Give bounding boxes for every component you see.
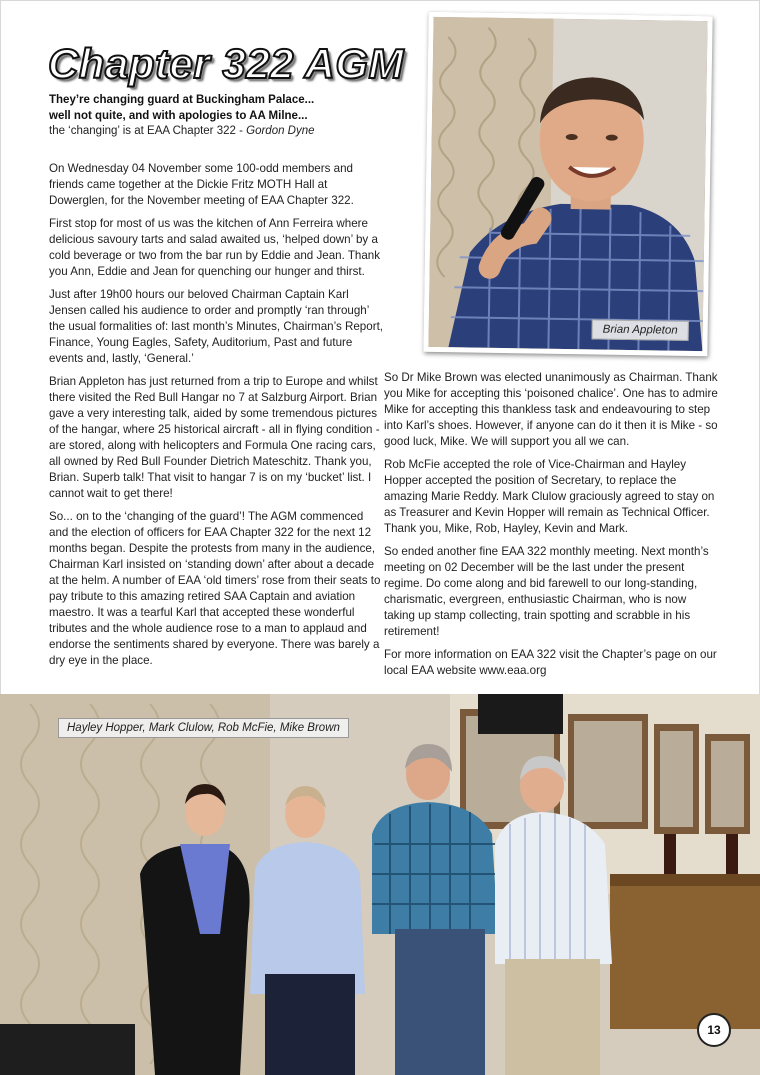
intro-line-2: well not quite, and with apologies to AA Milne... (49, 109, 308, 122)
committee-photo (0, 694, 760, 1075)
paragraph: Brian Appleton has just returned from a trip to Europe and whilst there visited the Red Bull Hangar no 7 at Salzburg Airport. Brian gave a very interesting talk, aided by some tremendous pictures of the hangar, where 25 historical aircraft - all in flying condition - are stored, along with helicopters and Formula One racing cars, all owned by Red Bull Founder Dietrich Mateschitz. Thank you, Brian. Superb talk! That visit to hangar 7 is on my ‘bucket’ list. I cannot wait to get there! (49, 375, 380, 500)
paragraph: So ended another fine EAA 322 monthly meeting. Next month’s meeting on 02 December will be the last under the present regime. Do come along and bid farewell to our long-standing, charismatic, evergreen, enthusiastic Chairman, who is now taking up stamp collecting, train spotting and scrabble in his retirement! (384, 545, 709, 638)
paragraph: So... on to the ‘changing of the guard’! The AGM commenced and the election of officers for EAA Chapter 322 for the next 12 months began. Despite the protests from many in the audience, Chairman Karl insisted on ‘standing down’ after about a decade at the helm. A number of EAA ‘old timers’ rose from their seats to pay tribute to this amazing retired SAA Captain and aviation maestro. It was a tearful Karl that accepted these wonderful tributes and the whole audience rose to a man to applaud and endorse the sentiments shared by everyone. There was barely a dry eye in the place. (49, 510, 381, 667)
page-number: 13 (697, 1013, 731, 1047)
article-column-left (49, 161, 385, 676)
article-intro (49, 93, 389, 140)
speaker-photo-image (428, 17, 707, 351)
speaker-photo (423, 12, 712, 356)
paragraph: First stop for most of us was the kitchen of Ann Ferreira where delicious savoury tarts and salad awaited us, ‘helped down’ by a cold beverage or two from the bar run by Eddie and Jean. Thank you Ann, Eddie and Jean for quenching our hunger and thirst. (49, 217, 381, 278)
paragraph: Rob McFie accepted the role of Vice-Chairman and Hayley Hopper accepted the position of Secretary, to replace the amazing Marie Reddy. Mark Clulow graciously agreed to stay on as Treasurer and Kevin Hopper will remain as Technical Officer. Thank you, Mike, Rob, Hayley, Kevin and Mark. (384, 458, 715, 535)
committee-photo-caption: Hayley Hopper, Mark Clulow, Rob McFie, Mike Brown (58, 718, 349, 738)
author-name: Gordon Dyne (246, 125, 315, 137)
paragraph: So Dr Mike Brown was elected unanimously as Chairman. Thank you Mike for accepting this ‘poisoned chalice’. One has to admire Mike for accepting this thankless task and endeavouring to step into Karl’s shoes. However, if anyone can do it then it is Mike - so good luck, Mike. We will support you all we can. (384, 371, 718, 448)
paragraph: On Wednesday 04 November some 100-odd members and friends came together at the Dickie Fritz MOTH Hall at Dowerglen, for the November meeting of EAA Chapter 322. (49, 162, 354, 207)
paragraph: Just after 19h00 hours our beloved Chairman Captain Karl Jensen called his audience to order and promptly ‘ran through’ the usual formalities of: last month’s Minutes, Chairman’s Report, Finance, Young Eagles, Safety, Auditorium, Past and future events and, lastly, ‘General.’ (49, 288, 384, 365)
intro-byline (49, 125, 315, 137)
article-column-right (384, 370, 719, 686)
speaker-photo-caption: Brian Appleton (592, 319, 689, 341)
intro-byline-prefix: the ‘changing’ is at EAA Chapter 322 - (49, 125, 247, 137)
intro-line-1: They’re changing guard at Buckingham Palace... (49, 94, 315, 106)
paragraph: For more information on EAA 322 visit the Chapter’s page on our local EAA website www.eaa.org (384, 648, 717, 677)
page-title: Chapter 322 AGM (48, 40, 405, 87)
committee-photo-image (0, 694, 760, 1075)
